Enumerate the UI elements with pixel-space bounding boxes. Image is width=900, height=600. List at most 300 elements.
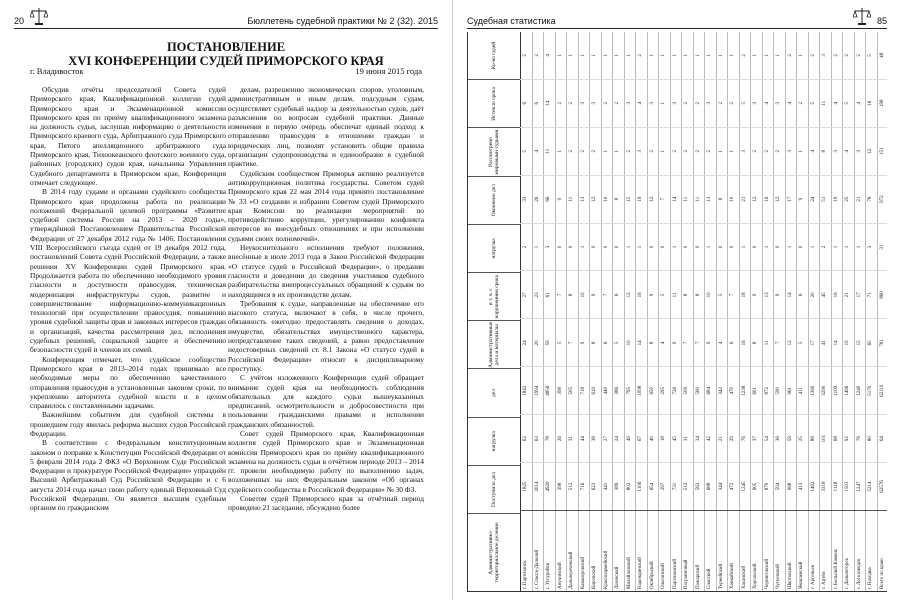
left-running-header bbox=[14, 12, 438, 26]
table-cell: 1 bbox=[704, 223, 716, 271]
table-cell: 731 bbox=[670, 462, 682, 510]
table-header bbox=[468, 32, 521, 591]
paragraph: Судейским сообществом Приморья активно реализуется антикоррупционная политика государства. Советом судей Приморского края 22 мая 2014 года принято постановление № 33 «О создании и избрании Советом судей Приморского края Комиссии по реализации мероприятий по противодействию коррупции, урегулированию конфликта интересов во внесудебных отношениях и при исполнении судьями своих полномочий». bbox=[228, 168, 424, 243]
row-label: Пожарский bbox=[693, 510, 705, 591]
table-cell: 13 bbox=[578, 175, 590, 223]
table-cell: 2 bbox=[681, 127, 693, 175]
table-cell: 1245 bbox=[739, 462, 751, 510]
right-running-header bbox=[467, 12, 887, 26]
table-cell: 1 bbox=[532, 223, 544, 271]
table-cell: 6 bbox=[612, 270, 624, 318]
table-cell: 3 bbox=[819, 32, 831, 79]
table-cell: 8 bbox=[612, 175, 624, 223]
table-cell: 802 bbox=[624, 462, 636, 510]
table-cell: 1118 bbox=[831, 462, 843, 510]
row-label: г. Уссурийск bbox=[543, 510, 555, 591]
table-cell: 7 bbox=[555, 270, 567, 318]
table-cell: 2 bbox=[578, 127, 590, 175]
table-cell: 9 bbox=[773, 270, 785, 318]
table-cell: 11 bbox=[819, 79, 831, 127]
table-cell: 11 bbox=[693, 175, 705, 223]
table-cell: 12 bbox=[773, 175, 785, 223]
table-cell: 29 bbox=[727, 414, 739, 462]
table-header-cell: Поступило дел bbox=[468, 465, 520, 513]
paragraph: В 2014 году судами и органами судейского сообщества Приморского края продолжена работа по реализации положений Федеральной целевой программы «Развитие судебной системы России на 2013 – 2020 годы», утверждённой Постановлением Правительства Российской Федерации от 27 декабря 2012 года № 1406, Постановления VIII Всероссийского съезда судей от 19 декабря 2012 года, постановлений Совета судей Российской Федерации, а также решения XV Конференции судей Приморского края. Продолжается работа по обеспечению необходимого уровня гласности и доступности правосудия, техническая модернизация инфраструктуры судов, развитие и совершенствование информационно-коммуникационных технологий при осуществлении правосудия, повышению уровня судебной защиты прав и законных интересов граждан и организаций, качества рассмотрения дел, исполнения судебных решений, социальной защите и обеспечению безопасности судей и членов их семей. bbox=[30, 187, 226, 355]
table-cell: 1238 bbox=[739, 366, 751, 414]
table-cell: 63 bbox=[532, 414, 544, 462]
table-cell: 59 bbox=[543, 318, 555, 366]
table-cell: 6 bbox=[727, 318, 739, 366]
table-cell: 9 bbox=[670, 318, 682, 366]
table-cell: 8 bbox=[566, 270, 578, 318]
table-cell: 605 bbox=[750, 462, 762, 510]
row-label: г. Арсеньев bbox=[808, 510, 820, 591]
statistics-table bbox=[467, 32, 887, 592]
table-cell: 23 bbox=[532, 270, 544, 318]
place-date-line bbox=[30, 66, 422, 76]
table-cell: 11 bbox=[543, 127, 555, 175]
table-cell: 3 bbox=[543, 223, 555, 271]
table-cell: 40 bbox=[647, 414, 659, 462]
table-cell: 688 bbox=[704, 462, 716, 510]
table-cell: 21 bbox=[842, 270, 854, 318]
table-cell: 1 bbox=[635, 223, 647, 271]
table-cell: 92 bbox=[842, 414, 854, 462]
table-cell: 5 bbox=[658, 270, 670, 318]
table-cell: 5 bbox=[842, 79, 854, 127]
table-cell: 398 bbox=[555, 462, 567, 510]
table-cell: 0 bbox=[693, 223, 705, 271]
table-cell: 1 bbox=[762, 32, 774, 79]
row-label: г. Артём bbox=[819, 510, 831, 591]
table-cell: 684 bbox=[704, 366, 716, 414]
table-cell: 1 bbox=[727, 32, 739, 79]
table-cell: 17 bbox=[808, 318, 820, 366]
table-cell: 1109 bbox=[831, 366, 843, 414]
table-cell: 21 bbox=[739, 175, 751, 223]
table-cell: 3 bbox=[865, 223, 877, 271]
row-label: Всего по краю bbox=[877, 510, 888, 591]
paragraph: В соответствии с Федеральным конституционным законом о поправке к Конституции Российской Федерации от 5 февраля 2014 года 2 ФКЗ «О Верховном Суде Российской Федерации и прокуратуре Российской Федерации» упразднён Высший Арбитражный Суд Российской Федерации и с 6 августа 2014 года начал свою работу единый Верховный Суд Российской Федерации. Он является высшим судебным органом по гражданским bbox=[30, 438, 226, 513]
table-cell: 19 bbox=[635, 175, 647, 223]
table-cell: 2 bbox=[601, 79, 613, 127]
table-cell: 198 bbox=[877, 79, 888, 127]
table-cell: 31 bbox=[877, 223, 888, 271]
table-cell: 2 bbox=[750, 127, 762, 175]
table-cell: 3 bbox=[854, 127, 866, 175]
table-cell: 560 bbox=[693, 366, 705, 414]
table-cell: 10 bbox=[578, 270, 590, 318]
table-cell: 623 bbox=[589, 462, 601, 510]
table-cell: 12 bbox=[647, 175, 659, 223]
table-cell: 0 bbox=[658, 223, 670, 271]
table-header-cell: Административно-территориальное деление bbox=[468, 513, 520, 591]
table-cell: 26 bbox=[532, 175, 544, 223]
table-cell: 1825 bbox=[520, 462, 532, 510]
right-page-number: 85 bbox=[876, 16, 887, 26]
table-cell: 5 bbox=[808, 79, 820, 127]
table-cell: 2 bbox=[819, 223, 831, 271]
table-cell: 4 bbox=[716, 318, 728, 366]
table-cell: 1 bbox=[658, 127, 670, 175]
table-cell: 5 bbox=[716, 270, 728, 318]
table-cell: 18 bbox=[658, 414, 670, 462]
table-cell: 10 bbox=[727, 175, 739, 223]
table-cell: 31 bbox=[681, 414, 693, 462]
right-header-title: Судебная статистика bbox=[467, 16, 556, 26]
table-cell: 470 bbox=[727, 366, 739, 414]
row-label: г. Большой Камень bbox=[831, 510, 843, 591]
table-cell: 2 bbox=[693, 79, 705, 127]
table-cell: 968 bbox=[785, 462, 797, 510]
table-cell: 45 bbox=[819, 270, 831, 318]
table-cell: 16 bbox=[831, 270, 843, 318]
table-cell: 1 bbox=[670, 32, 682, 79]
row-label: Лазовский bbox=[612, 510, 624, 591]
table-cell: 872 bbox=[762, 366, 774, 414]
table-cell: 101 bbox=[819, 414, 831, 462]
table-cell: 76 bbox=[739, 414, 751, 462]
table-cell: 12 bbox=[865, 127, 877, 175]
table-cell: 8 bbox=[750, 318, 762, 366]
table-cell: 19 bbox=[842, 318, 854, 366]
table-cell: 2014 bbox=[532, 462, 544, 510]
table-row bbox=[877, 32, 888, 591]
table-cell: 2 bbox=[624, 127, 636, 175]
table-cell: 2 bbox=[566, 127, 578, 175]
table-cell: 5 bbox=[555, 318, 567, 366]
table-cell: 718 bbox=[578, 366, 590, 414]
table-cell: 9 bbox=[796, 175, 808, 223]
table-cell: 34 bbox=[693, 414, 705, 462]
title-line-2: XVI КОНФЕРЕНЦИИ СУДЕЙ ПРИМОРСКОГО КРАЯ bbox=[68, 54, 384, 68]
table-cell: 3 bbox=[635, 127, 647, 175]
table-cell: 7 bbox=[727, 270, 739, 318]
table-cell: 2 bbox=[854, 32, 866, 79]
table-cell: 716 bbox=[578, 462, 590, 510]
table-header-cell: Окончено дел bbox=[468, 176, 520, 224]
paragraph: делам, разрешению экономических споров, уголовным, административным и иным делам, подсудным судам, осуществляет судебный надзор за деятельностью судов, даёт разъяснения по вопросам судебной практики. Данные изменения в первую очередь обеспечат единый подход к отправлению правосудия в отношении граждан и юридических лиц, позволят установить общие правила организации судопроизводства и единообразие в судебной практике. bbox=[228, 85, 424, 169]
table-cell: 12 bbox=[785, 318, 797, 366]
table-cell: 2 bbox=[716, 79, 728, 127]
table-cell: 71 bbox=[865, 270, 877, 318]
table-cell: 1 bbox=[727, 127, 739, 175]
table-cell: 1402 bbox=[808, 462, 820, 510]
row-label: Кавалеровский bbox=[578, 510, 590, 591]
table-cell: 4 bbox=[543, 32, 555, 79]
table-cell: 4920 bbox=[543, 462, 555, 510]
table-cell: 1 bbox=[601, 32, 613, 79]
table-cell: 24 bbox=[808, 175, 820, 223]
table-cell: 62 bbox=[520, 414, 532, 462]
row-label: Октябрьский bbox=[647, 510, 659, 591]
text-column-2 bbox=[228, 85, 424, 590]
table-cell: 509 bbox=[681, 366, 693, 414]
table-cell: 12 bbox=[750, 175, 762, 223]
table-cell: 6 bbox=[601, 318, 613, 366]
table-cell: 86 bbox=[808, 414, 820, 462]
table-cell: 619 bbox=[589, 366, 601, 414]
table-cell: 795 bbox=[624, 366, 636, 414]
table-cell: 2 bbox=[681, 79, 693, 127]
table-cell: 67 bbox=[635, 414, 647, 462]
table-cell: 0 bbox=[796, 223, 808, 271]
row-label: Чугуевский bbox=[773, 510, 785, 591]
table-cell: 1 bbox=[854, 223, 866, 271]
table-cell: 0 bbox=[647, 223, 659, 271]
table-cell: 1 bbox=[808, 223, 820, 271]
table-cell: 10 bbox=[704, 270, 716, 318]
table-cell: 4 bbox=[635, 79, 647, 127]
table-cell: 2 bbox=[727, 79, 739, 127]
table-cell: 512 bbox=[566, 462, 578, 510]
paragraph: Обсудив отчёты председателей Совета судей Приморского края, Квалификационной коллегии судей Приморского края и Экзаменационной комиссии Приморского края по приёму квалификационного экзамена на должность судьи, заслушав информацию о деятельности Приморского краевого суда, Арбитражного суда Приморского края, Пятого апелляционного арбитражного суда Приморского края, Тихоокеанского флотского военного суда, районных (городских) судов края, начальника Управления Судебного департамента в Приморском крае, Конференция отмечает следующее. bbox=[30, 85, 226, 187]
table-cell: 505 bbox=[566, 366, 578, 414]
table-cell: 1 bbox=[750, 32, 762, 79]
table-cell: 1 bbox=[716, 32, 728, 79]
table-cell: 4 bbox=[762, 79, 774, 127]
table-cell: 398 bbox=[555, 366, 567, 414]
table-cell: 9 bbox=[704, 318, 716, 366]
table-cell: 590 bbox=[773, 366, 785, 414]
table-cell: 342 bbox=[716, 366, 728, 414]
table-cell: 4 bbox=[658, 318, 670, 366]
paragraph: Конференция отмечает, что судейское сообщество Приморского края в 2013–2014 годах принимало все необходимые меры по обеспечению качественного отправления правосудия в установленные законом сроки, по укреплению авторитета судебной власти и в целом справилось с поставленными задачами. bbox=[30, 354, 226, 411]
resolution-title bbox=[40, 40, 412, 68]
table-cell: 5 bbox=[520, 127, 532, 175]
table-cell: 4 bbox=[532, 127, 544, 175]
table-cell: 1994 bbox=[532, 366, 544, 414]
table-cell: 5214 bbox=[865, 462, 877, 510]
paragraph: Неукоснительного исполнения требуют положения, внесённые в июле 2013 года в Закон Российской Федерации «О статусе судей в Российской Федерации», о предании гласности и доведении до сведения участников судебного разбирательства внепроцессуальных обращений к судьям по находящимся в их производстве делам. bbox=[228, 243, 424, 299]
table-cell: 76 bbox=[854, 414, 866, 462]
table-cell: 563 bbox=[693, 462, 705, 510]
title-line-1: ПОСТАНОВЛЕНИЕ bbox=[166, 40, 286, 54]
table-header-cell: Истекло срока bbox=[468, 79, 520, 127]
table-cell: 1 bbox=[658, 32, 670, 79]
table-cell: 11 bbox=[566, 175, 578, 223]
table-cell: 66 bbox=[543, 175, 555, 223]
table-cell: 2 bbox=[808, 32, 820, 79]
table-cell: 9 bbox=[555, 175, 567, 223]
table-cell: 4 bbox=[842, 127, 854, 175]
table-cell: 42 bbox=[704, 414, 716, 462]
table-cell: 961 bbox=[785, 366, 797, 414]
table-cell: 59 bbox=[785, 414, 797, 462]
table-cell: 1247 bbox=[854, 462, 866, 510]
table-cell: 21 bbox=[854, 175, 866, 223]
table-cell: 54 bbox=[762, 414, 774, 462]
table-cell: 3 bbox=[589, 79, 601, 127]
table-cell: 2 bbox=[842, 32, 854, 79]
table-cell: 4 bbox=[854, 79, 866, 127]
table-cell: 1 bbox=[555, 32, 567, 79]
table-cell: 1 bbox=[681, 32, 693, 79]
table-cell: 1 bbox=[578, 223, 590, 271]
row-label: г. Партизанск bbox=[520, 510, 532, 591]
table-header-cell: дел bbox=[468, 368, 520, 416]
table-cell: 14 bbox=[543, 79, 555, 127]
table-cell: 7 bbox=[566, 318, 578, 366]
row-label: Спасский bbox=[704, 510, 716, 591]
right-page bbox=[452, 0, 900, 600]
table-cell: 0 bbox=[773, 223, 785, 271]
table-cell: 3 bbox=[670, 79, 682, 127]
paragraph: Требования к судье, направленные на обеспечение его высокого статуса, включают в себя, в числе прочего, обязанность ежегодно предоставлять сведения о доходах, имуществе, обязательствах имущественного характера, непредставление таких сведений, а равно предоставление недостоверных сведений ст. 8.1 Закона «О статусе судей в Российской Федерации» относит к дисциплинарному проступку. bbox=[228, 298, 424, 373]
table-cell: 5 bbox=[612, 318, 624, 366]
city: г. Владивосток bbox=[30, 66, 84, 76]
table-cell: 49 bbox=[624, 414, 636, 462]
table-cell: 2 bbox=[704, 127, 716, 175]
table-cell: 11 bbox=[681, 175, 693, 223]
row-label: Тернейский bbox=[716, 510, 728, 591]
row-label: Хасанский bbox=[739, 510, 751, 591]
row-label: г. Находка bbox=[865, 510, 877, 591]
table-cell: 0 bbox=[612, 223, 624, 271]
table-cell: 1098 bbox=[635, 366, 647, 414]
table-cell: 26 bbox=[555, 414, 567, 462]
table-cell: 7 bbox=[773, 318, 785, 366]
table-cell: 8 bbox=[693, 270, 705, 318]
left-header-title: Бюллетень судебной практики № 2 (32). 2015 bbox=[247, 16, 438, 26]
table-cell: 2 bbox=[739, 32, 751, 79]
table-cell: 413 bbox=[796, 462, 808, 510]
table-cell: 2 bbox=[635, 32, 647, 79]
row-label: Михайловский bbox=[624, 510, 636, 591]
table-cell: 1 bbox=[773, 32, 785, 79]
table-cell: 3 bbox=[704, 79, 716, 127]
scales-of-justice-icon bbox=[853, 6, 871, 26]
table-cell: 3318 bbox=[819, 462, 831, 510]
table-cell: 1 bbox=[566, 32, 578, 79]
row-label: г. Дальнегорск bbox=[842, 510, 854, 591]
table-cell: 78 bbox=[865, 175, 877, 223]
table-cell: 16 bbox=[865, 79, 877, 127]
table-cell: 78 bbox=[543, 414, 555, 462]
table-cell: 5 bbox=[865, 32, 877, 79]
table-cell: 24 bbox=[612, 414, 624, 462]
table-cell: 48 bbox=[877, 32, 888, 79]
table-cell: 13 bbox=[704, 175, 716, 223]
table-cell: 4 bbox=[808, 127, 820, 175]
row-label: Черниговский bbox=[762, 510, 774, 591]
table-header-cell: Административные дела и материалы bbox=[468, 320, 520, 368]
table-cell: 4 bbox=[831, 79, 843, 127]
table-cell: 1 bbox=[578, 32, 590, 79]
table-cell: 2 bbox=[520, 223, 532, 271]
table-cell: 1240 bbox=[854, 366, 866, 414]
table-cell: 1 bbox=[624, 223, 636, 271]
table-cell: 3 bbox=[739, 127, 751, 175]
table-cell: 9 bbox=[578, 318, 590, 366]
row-label: Хорольский bbox=[750, 510, 762, 591]
table-cell: 0 bbox=[589, 223, 601, 271]
table-cell: 344 bbox=[716, 462, 728, 510]
table-cell: 2 bbox=[762, 127, 774, 175]
table-cell: 5 bbox=[739, 79, 751, 127]
row-label: Шкотовский bbox=[785, 510, 797, 591]
table-cell: 31 bbox=[566, 414, 578, 462]
statistics-table-container bbox=[467, 32, 887, 592]
table-cell: 781 bbox=[877, 318, 888, 366]
table-cell: 601 bbox=[750, 366, 762, 414]
table-cell: 17 bbox=[854, 270, 866, 318]
table-cell: 654 bbox=[647, 462, 659, 510]
table-cell: 2 bbox=[555, 79, 567, 127]
table-cell: 1 bbox=[612, 127, 624, 175]
table-header-cell: нагрузка bbox=[468, 417, 520, 465]
table-cell: 1 bbox=[693, 32, 705, 79]
table-cell: 0 bbox=[566, 223, 578, 271]
table-cell: 15 bbox=[624, 175, 636, 223]
table-cell: 21 bbox=[716, 414, 728, 462]
paragraph: Совет судей Приморского края, Квалификационная коллегия судей Приморского края и Экзаменационная комиссия Приморского края по приёму квалификационного экзамена на должность судьи в отчётном периоде 2013 – 2014 гг. провели необходимую работу по выполнению задач, возложенных на них Федеральным законом «Об органах судейского сообщества в Российской Федерации» № 30 ФЗ. bbox=[228, 428, 424, 494]
table-cell: 2 bbox=[831, 32, 843, 79]
table-cell: 27 bbox=[520, 270, 532, 318]
table-cell: 11 bbox=[762, 318, 774, 366]
table-cell: 0 bbox=[681, 223, 693, 271]
table-header-cell: нагрузка bbox=[468, 224, 520, 272]
table-cell: 68 bbox=[831, 414, 843, 462]
table-cell: 1 bbox=[612, 32, 624, 79]
table-cell: 1390 bbox=[808, 366, 820, 414]
table-cell: 13 bbox=[762, 270, 774, 318]
table-cell: 3 bbox=[785, 127, 797, 175]
table-cell: 7 bbox=[658, 175, 670, 223]
table-cell: 1106 bbox=[635, 462, 647, 510]
table-cell: 27 bbox=[601, 414, 613, 462]
row-label: Красноармейский bbox=[601, 510, 613, 591]
table-cell: 5170 bbox=[865, 366, 877, 414]
row-label: Дальнереченский bbox=[566, 510, 578, 591]
table-cell: 2 bbox=[532, 32, 544, 79]
table-cell: 36 bbox=[773, 414, 785, 462]
table-cell: 2 bbox=[796, 79, 808, 127]
table-cell: 386 bbox=[612, 366, 624, 414]
table-cell: 1 bbox=[658, 79, 670, 127]
table-cell: 441 bbox=[601, 462, 613, 510]
table-cell: 512 bbox=[681, 462, 693, 510]
table-cell: 2 bbox=[520, 32, 532, 79]
table-cell: 3 bbox=[831, 127, 843, 175]
table-cell: 2 bbox=[612, 79, 624, 127]
table-cell: 7 bbox=[681, 318, 693, 366]
date: 19 июня 2015 года bbox=[355, 66, 422, 76]
table-cell: 3 bbox=[624, 79, 636, 127]
table-cell: 1503 bbox=[842, 462, 854, 510]
table-cell: 0 bbox=[750, 223, 762, 271]
row-label: Ольгинский bbox=[658, 510, 670, 591]
table-cell: 9 bbox=[647, 270, 659, 318]
paragraph: С учётом изложенного Конференция судей обращает внимание судей края на необходимость соблюдения обязательных для каждого судьи вышеуказанных предписаний, осмотрительности и добросовестности при пользовании гражданскими правами и исполнении гражданских обязанностей. bbox=[228, 373, 424, 429]
table-cell: 472 bbox=[727, 462, 739, 510]
table-body bbox=[520, 32, 887, 591]
table-cell: 726 bbox=[670, 366, 682, 414]
table-cell: 1 bbox=[555, 127, 567, 175]
table-cell: 1843 bbox=[520, 366, 532, 414]
table-cell: 440 bbox=[601, 366, 613, 414]
table-cell: 7 bbox=[693, 318, 705, 366]
table-cell: 16 bbox=[762, 175, 774, 223]
table-cell: 5 bbox=[796, 318, 808, 366]
table-cell: 6 bbox=[532, 79, 544, 127]
row-label: Партизанский bbox=[670, 510, 682, 591]
table-cell: 6 bbox=[796, 270, 808, 318]
table-cell: 62576 bbox=[877, 462, 888, 510]
table-cell: 65 bbox=[865, 318, 877, 366]
table-cell: 2 bbox=[693, 127, 705, 175]
table-cell: 1 bbox=[796, 32, 808, 79]
